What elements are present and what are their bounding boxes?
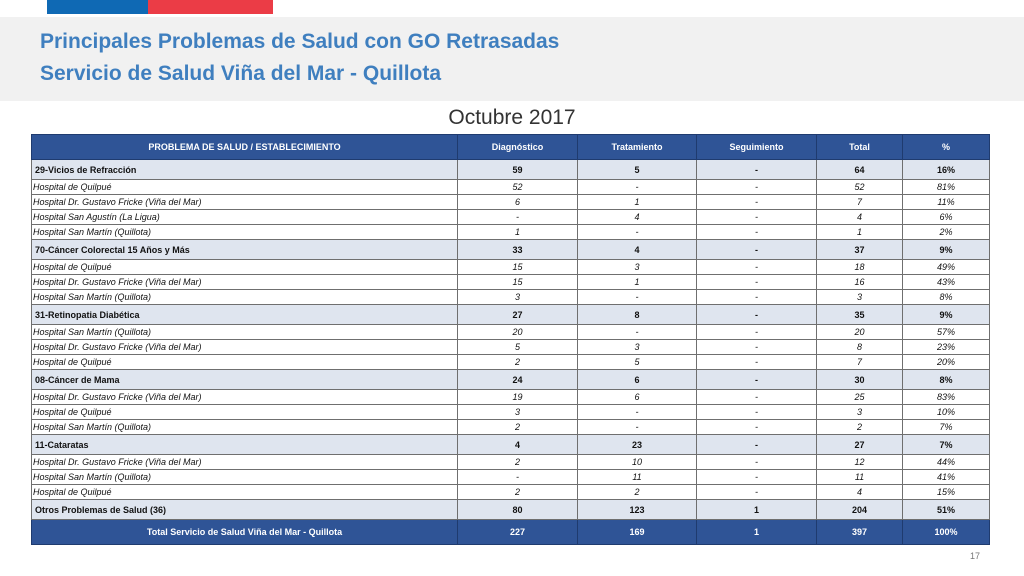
column-header-seguimiento: Seguimiento bbox=[697, 135, 817, 160]
hospital-row bbox=[32, 340, 990, 355]
cell-tratamiento: 6 bbox=[578, 370, 697, 390]
total-label: Total Servicio de Salud Viña del Mar - Quillota bbox=[32, 520, 458, 545]
cell-diagnostico: 2 bbox=[458, 355, 578, 370]
cell-diagnostico: - bbox=[458, 210, 578, 225]
cell-percent: 20% bbox=[903, 355, 990, 370]
cell-total: 16 bbox=[817, 275, 903, 290]
cell-percent: 43% bbox=[903, 275, 990, 290]
cell-total: 7 bbox=[817, 355, 903, 370]
cell-percent: 9% bbox=[903, 240, 990, 260]
group-row bbox=[32, 305, 990, 325]
hospital-row bbox=[32, 390, 990, 405]
cell-total: 12 bbox=[817, 455, 903, 470]
cell-seguimiento: - bbox=[697, 240, 817, 260]
cell-seguimiento: - bbox=[697, 290, 817, 305]
hospital-row bbox=[32, 355, 990, 370]
cell-diagnostico: 15 bbox=[458, 260, 578, 275]
cell-percent: 83% bbox=[903, 390, 990, 405]
cell-percent: 8% bbox=[903, 370, 990, 390]
hospital-name: Hospital de Quilpué bbox=[32, 355, 458, 370]
hospital-name: Hospital San Martín (Quillota) bbox=[32, 470, 458, 485]
hospital-name: Hospital San Martín (Quillota) bbox=[32, 225, 458, 240]
cell-seguimiento: - bbox=[697, 195, 817, 210]
cell-tratamiento: 5 bbox=[578, 355, 697, 370]
cell-tratamiento: 8 bbox=[578, 305, 697, 325]
cell-total: 18 bbox=[817, 260, 903, 275]
cell-diagnostico: 15 bbox=[458, 275, 578, 290]
cell-diagnostico: 3 bbox=[458, 405, 578, 420]
cell-seguimiento: - bbox=[697, 160, 817, 180]
cell-total: 25 bbox=[817, 390, 903, 405]
cell-percent: 51% bbox=[903, 500, 990, 520]
cell-seguimiento: - bbox=[697, 325, 817, 340]
cell-total: 52 bbox=[817, 180, 903, 195]
cell-total: 27 bbox=[817, 435, 903, 455]
period-subtitle: Octubre 2017 bbox=[448, 106, 576, 129]
hospital-name: Hospital de Quilpué bbox=[32, 485, 458, 500]
cell-seguimiento: - bbox=[697, 275, 817, 290]
cell-diagnostico: 1 bbox=[458, 225, 578, 240]
cell-seguimiento: - bbox=[697, 370, 817, 390]
cell-total: 397 bbox=[817, 520, 903, 545]
hospital-name: Hospital Dr. Gustavo Fricke (Viña del Mar) bbox=[32, 390, 458, 405]
cell-tratamiento: 3 bbox=[578, 340, 697, 355]
cell-diagnostico: 33 bbox=[458, 240, 578, 260]
cell-total: 20 bbox=[817, 325, 903, 340]
cell-total: 4 bbox=[817, 485, 903, 500]
cell-tratamiento: 1 bbox=[578, 195, 697, 210]
cell-percent: 2% bbox=[903, 225, 990, 240]
total-row bbox=[32, 520, 990, 545]
cell-tratamiento: 4 bbox=[578, 210, 697, 225]
hospital-name: Hospital San Martín (Quillota) bbox=[32, 290, 458, 305]
cell-tratamiento: - bbox=[578, 325, 697, 340]
hospital-row bbox=[32, 180, 990, 195]
cell-tratamiento: 5 bbox=[578, 160, 697, 180]
cell-diagnostico: 52 bbox=[458, 180, 578, 195]
column-header-percent: % bbox=[903, 135, 990, 160]
cell-percent: 15% bbox=[903, 485, 990, 500]
cell-total: 3 bbox=[817, 290, 903, 305]
cell-seguimiento: - bbox=[697, 180, 817, 195]
hospital-name: Hospital San Agustín (La Ligua) bbox=[32, 210, 458, 225]
cell-diagnostico: 6 bbox=[458, 195, 578, 210]
hospital-row bbox=[32, 275, 990, 290]
group-name: 11-Cataratas bbox=[32, 435, 458, 455]
cell-seguimiento: - bbox=[697, 355, 817, 370]
cell-percent: 11% bbox=[903, 195, 990, 210]
cell-total: 11 bbox=[817, 470, 903, 485]
slide-title-subline: Servicio de Salud Viña del Mar - Quillota bbox=[40, 62, 442, 85]
group-name: 70-Cáncer Colorectal 15 Años y Más bbox=[32, 240, 458, 260]
cell-total: 3 bbox=[817, 405, 903, 420]
cell-seguimiento: - bbox=[697, 485, 817, 500]
cell-seguimiento: - bbox=[697, 405, 817, 420]
group-name: 31-Retinopatia Diabética bbox=[32, 305, 458, 325]
cell-tratamiento: - bbox=[578, 180, 697, 195]
cell-percent: 6% bbox=[903, 210, 990, 225]
hospital-row bbox=[32, 210, 990, 225]
cell-diagnostico: 2 bbox=[458, 485, 578, 500]
hospital-name: Hospital de Quilpué bbox=[32, 180, 458, 195]
cell-percent: 44% bbox=[903, 455, 990, 470]
hospital-row bbox=[32, 225, 990, 240]
cell-tratamiento: 6 bbox=[578, 390, 697, 405]
cell-tratamiento: - bbox=[578, 290, 697, 305]
cell-diagnostico: 227 bbox=[458, 520, 578, 545]
cell-total: 4 bbox=[817, 210, 903, 225]
hospital-row bbox=[32, 485, 990, 500]
group-row bbox=[32, 160, 990, 180]
column-header-total: Total bbox=[817, 135, 903, 160]
cell-tratamiento: 123 bbox=[578, 500, 697, 520]
cell-percent: 57% bbox=[903, 325, 990, 340]
cell-percent: 81% bbox=[903, 180, 990, 195]
cell-tratamiento: 3 bbox=[578, 260, 697, 275]
cell-total: 30 bbox=[817, 370, 903, 390]
cell-diagnostico: 3 bbox=[458, 290, 578, 305]
cell-total: 37 bbox=[817, 240, 903, 260]
cell-percent: 7% bbox=[903, 420, 990, 435]
group-row bbox=[32, 240, 990, 260]
cell-seguimiento: - bbox=[697, 210, 817, 225]
cell-total: 2 bbox=[817, 420, 903, 435]
group-name: 08-Cáncer de Mama bbox=[32, 370, 458, 390]
cell-percent: 41% bbox=[903, 470, 990, 485]
health-problems-table bbox=[31, 134, 990, 545]
cell-diagnostico: 59 bbox=[458, 160, 578, 180]
cell-diagnostico: 19 bbox=[458, 390, 578, 405]
hospital-name: Hospital de Quilpué bbox=[32, 405, 458, 420]
hospital-name: Hospital San Martín (Quillota) bbox=[32, 420, 458, 435]
cell-percent: 100% bbox=[903, 520, 990, 545]
cell-diagnostico: 27 bbox=[458, 305, 578, 325]
cell-diagnostico: 24 bbox=[458, 370, 578, 390]
cell-seguimiento: 1 bbox=[697, 520, 817, 545]
cell-tratamiento: 10 bbox=[578, 455, 697, 470]
cell-seguimiento: - bbox=[697, 225, 817, 240]
hospital-row bbox=[32, 195, 990, 210]
cell-diagnostico: 80 bbox=[458, 500, 578, 520]
page-number: 17 bbox=[969, 551, 980, 561]
hospital-name: Hospital San Martín (Quillota) bbox=[32, 325, 458, 340]
hospital-name: Hospital de Quilpué bbox=[32, 260, 458, 275]
cell-diagnostico: 4 bbox=[458, 435, 578, 455]
cell-percent: 49% bbox=[903, 260, 990, 275]
cell-seguimiento: - bbox=[697, 435, 817, 455]
cell-tratamiento: 1 bbox=[578, 275, 697, 290]
cell-total: 7 bbox=[817, 195, 903, 210]
cell-tratamiento: 169 bbox=[578, 520, 697, 545]
other-problems-label: Otros Problemas de Salud (36) bbox=[32, 500, 458, 520]
cell-seguimiento: - bbox=[697, 305, 817, 325]
hospital-row bbox=[32, 455, 990, 470]
column-header-tratamiento: Tratamiento bbox=[578, 135, 697, 160]
group-row bbox=[32, 435, 990, 455]
group-name: 29-Vicios de Refracción bbox=[32, 160, 458, 180]
cell-diagnostico: 2 bbox=[458, 420, 578, 435]
cell-tratamiento: 23 bbox=[578, 435, 697, 455]
cell-total: 8 bbox=[817, 340, 903, 355]
cell-diagnostico: - bbox=[458, 470, 578, 485]
cell-diagnostico: 2 bbox=[458, 455, 578, 470]
hospital-row bbox=[32, 405, 990, 420]
cell-seguimiento: - bbox=[697, 340, 817, 355]
cell-tratamiento: 11 bbox=[578, 470, 697, 485]
slide-title: Principales Problemas de Salud con GO Retrasadas bbox=[40, 30, 560, 53]
cell-seguimiento: - bbox=[697, 260, 817, 275]
cell-seguimiento: - bbox=[697, 420, 817, 435]
cell-seguimiento: 1 bbox=[697, 500, 817, 520]
flag-stripe-blue bbox=[47, 0, 148, 14]
column-header-problem: PROBLEMA DE SALUD / ESTABLECIMIENTO bbox=[32, 135, 458, 160]
hospital-name: Hospital Dr. Gustavo Fricke (Viña del Mar) bbox=[32, 340, 458, 355]
cell-diagnostico: 20 bbox=[458, 325, 578, 340]
cell-seguimiento: - bbox=[697, 455, 817, 470]
cell-tratamiento: - bbox=[578, 405, 697, 420]
hospital-name: Hospital Dr. Gustavo Fricke (Viña del Mar) bbox=[32, 195, 458, 210]
hospital-row bbox=[32, 470, 990, 485]
hospital-row bbox=[32, 420, 990, 435]
hospital-name: Hospital Dr. Gustavo Fricke (Viña del Mar) bbox=[32, 275, 458, 290]
cell-percent: 23% bbox=[903, 340, 990, 355]
table-header-row bbox=[32, 135, 990, 160]
cell-percent: 16% bbox=[903, 160, 990, 180]
cell-percent: 8% bbox=[903, 290, 990, 305]
flag-stripe-red bbox=[148, 0, 273, 14]
cell-tratamiento: - bbox=[578, 225, 697, 240]
other-problems-row bbox=[32, 500, 990, 520]
cell-percent: 9% bbox=[903, 305, 990, 325]
cell-tratamiento: 4 bbox=[578, 240, 697, 260]
cell-total: 204 bbox=[817, 500, 903, 520]
hospital-name: Hospital Dr. Gustavo Fricke (Viña del Mar) bbox=[32, 455, 458, 470]
hospital-row bbox=[32, 260, 990, 275]
cell-percent: 10% bbox=[903, 405, 990, 420]
cell-diagnostico: 5 bbox=[458, 340, 578, 355]
cell-tratamiento: - bbox=[578, 420, 697, 435]
cell-seguimiento: - bbox=[697, 470, 817, 485]
cell-total: 35 bbox=[817, 305, 903, 325]
cell-total: 64 bbox=[817, 160, 903, 180]
cell-tratamiento: 2 bbox=[578, 485, 697, 500]
column-header-diagnostico: Diagnóstico bbox=[458, 135, 578, 160]
hospital-row bbox=[32, 290, 990, 305]
group-row bbox=[32, 370, 990, 390]
cell-total: 1 bbox=[817, 225, 903, 240]
cell-percent: 7% bbox=[903, 435, 990, 455]
hospital-row bbox=[32, 325, 990, 340]
cell-seguimiento: - bbox=[697, 390, 817, 405]
